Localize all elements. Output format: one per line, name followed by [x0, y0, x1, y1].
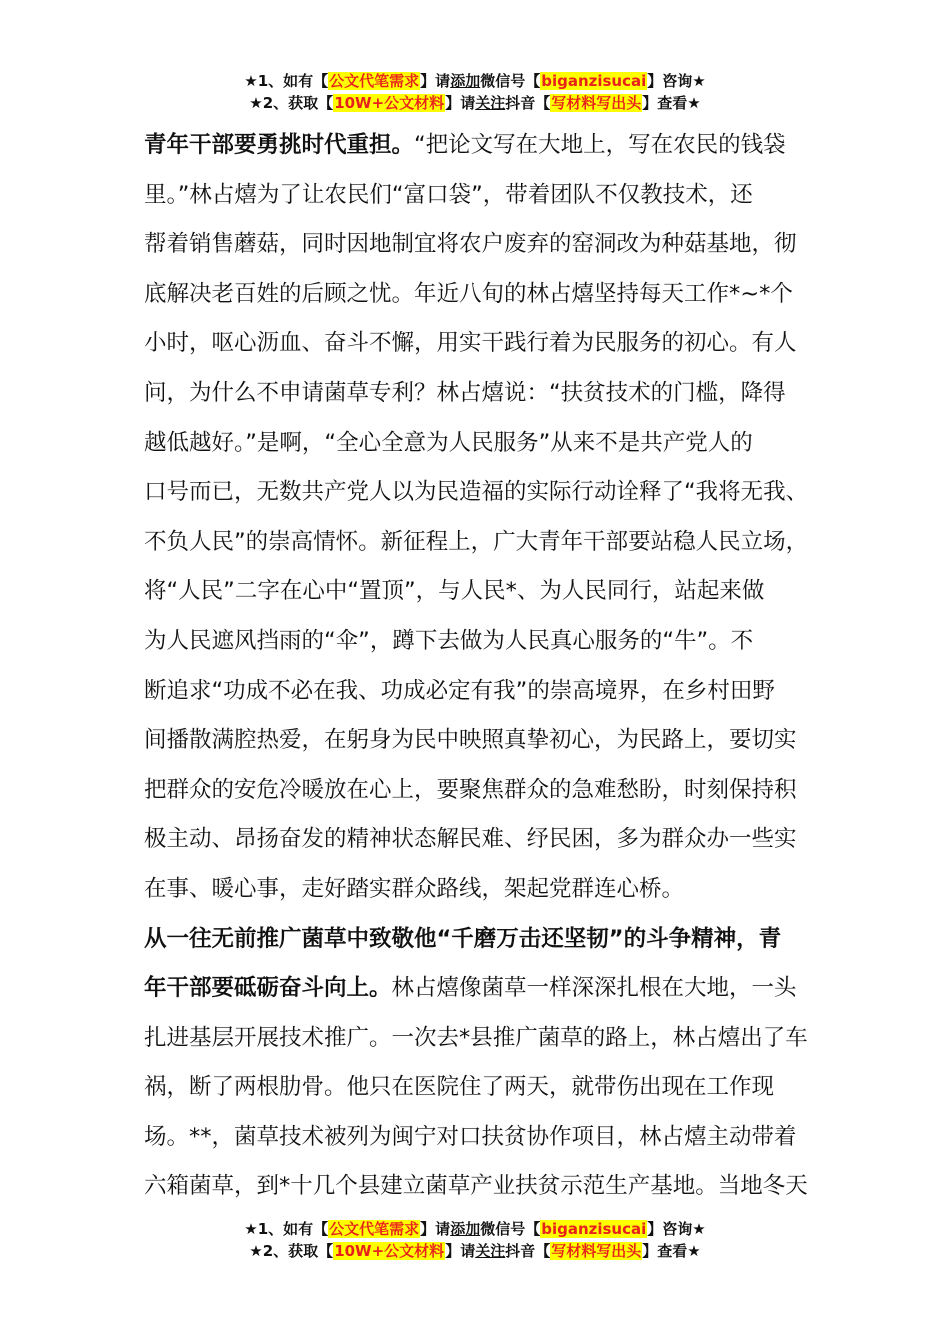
- douyin-account: 写材料写出头: [551, 1242, 642, 1260]
- bold-heading-text: 从一往无前推广菌草中致敬他“千磨万击还坚韧”的斗争精神，青: [144, 925, 782, 952]
- paragraph-text: 极主动、昂扬奋发的精神状态解民难、纾民困，多为群众办一些实: [144, 826, 797, 853]
- text-line: [144, 567, 834, 617]
- text-line: [144, 1113, 834, 1163]
- paragraph-text: 扎进基层开展技术推广。一次去*县推广菌草的路上，林占熺出了车: [144, 1024, 808, 1051]
- banner-text: ★1、如有【: [244, 1220, 329, 1238]
- banner-text: 】请: [420, 72, 451, 90]
- paragraph-text: “把论文写在大地上，写在农民的钱袋: [414, 132, 786, 158]
- underlined-text: 关注: [475, 1242, 506, 1260]
- underlined-text: 添加: [450, 1220, 481, 1238]
- douyin-account: 写材料写出头: [551, 94, 642, 112]
- paragraph-text: 间播散满腔热爱，在躬身为民中映照真挚初心，为民路上，要切实: [144, 727, 797, 754]
- wechat-id: biganzisucai: [541, 1220, 647, 1238]
- underlined-text: 关注: [475, 94, 506, 112]
- text-line: [144, 468, 834, 518]
- text-line: [144, 121, 834, 171]
- paragraph-text: 场。**，菌草技术被列为闽宁对口扶贫协作项目，林占熺主动带着: [144, 1123, 797, 1150]
- banner-text: 】查看★: [642, 1242, 701, 1260]
- text-line: [144, 1063, 834, 1113]
- paragraph-text: 断追求“功成不必在我、功成必定有我”的崇高境界，在乡村田野: [144, 677, 775, 704]
- text-line: [144, 1162, 834, 1212]
- banner-text: 抖音【: [505, 1242, 551, 1260]
- paragraph-text: 帮着销售蘑菇，同时因地制宜将农户废弃的窑洞改为种菇基地，彻: [144, 231, 797, 258]
- text-line: [144, 171, 834, 221]
- paragraph-text: 把群众的安危冷暖放在心上，要聚焦群众的急难愁盼，时刻保持积: [144, 776, 797, 803]
- text-line: [144, 617, 834, 667]
- highlight-text: 公文代笔需求: [329, 72, 420, 90]
- text-line: [144, 915, 834, 965]
- banner-text: ★2、获取【: [249, 1242, 334, 1260]
- wechat-id: biganzisucai: [541, 72, 647, 90]
- header-banner: [0, 70, 950, 114]
- paragraph-text: 问，为什么不申请菌草专利？林占熺说：“扶贫技术的门槛，降得: [144, 379, 786, 406]
- bold-heading-text: 青年干部要勇挑时代重担。: [144, 132, 415, 158]
- paragraph-text: 口号而已，无数共产党人以为民造福的实际行动诠释了“我将无我、: [144, 479, 809, 506]
- paragraph-text: 在事、暖心事，走好踏实群众路线，架起党群连心桥。: [144, 875, 685, 902]
- paragraph-text: 越低越好。”是啊，“全心全意为人民服务”从来不是共产党人的: [144, 429, 753, 456]
- banner-text: 微信号【: [480, 1220, 541, 1238]
- paragraph-text: 林占熺像菌草一样深深扎根在大地，一头: [391, 975, 797, 1002]
- text-line: [144, 518, 834, 568]
- banner-line-2: [0, 1240, 950, 1262]
- banner-text: ★2、获取【: [249, 94, 334, 112]
- document-body: [144, 121, 834, 1212]
- banner-text: 】咨询★: [647, 72, 706, 90]
- text-line: [144, 1014, 834, 1064]
- paragraph-text: 六箱菌草，到*十几个县建立菌草产业扶贫示范生产基地。当地冬天: [144, 1173, 808, 1200]
- banner-text: 】咨询★: [647, 1220, 706, 1238]
- bold-heading-text: 年干部要砥砺奋斗向上。: [144, 975, 392, 1002]
- paragraph-text: 小时，呕心沥血、奋斗不懈，用实干践行着为民服务的初心。有人: [144, 330, 797, 357]
- banner-text: 】请: [420, 1220, 451, 1238]
- text-line: [144, 419, 834, 469]
- banner-line-1: [0, 1218, 950, 1240]
- banner-text: 】请: [445, 94, 476, 112]
- banner-line-1: [0, 70, 950, 92]
- paragraph-text: 不负人民”的崇高情怀。新征程上，广大青年干部要站稳人民立场，: [144, 528, 809, 555]
- banner-text: 】查看★: [642, 94, 701, 112]
- banner-line-2: [0, 92, 950, 114]
- banner-text: 抖音【: [505, 94, 551, 112]
- text-line: [144, 766, 834, 816]
- footer-banner: [0, 1218, 950, 1262]
- paragraph-text: 为人民遮风挡雨的“伞”，蹲下去做为人民真心服务的“牛”。不: [144, 627, 754, 654]
- text-line: [144, 716, 834, 766]
- paragraph-text: 将“人民”二字在心中“置顶”，与人民*、为人民同行，站起来做: [144, 578, 765, 605]
- paragraph-text: 底解决老百姓的后顾之忧。年近八旬的林占熺坚持每天工作*~*个: [144, 280, 793, 307]
- text-line: [144, 815, 834, 865]
- text-line: [144, 964, 834, 1014]
- banner-text: ★1、如有【: [244, 72, 329, 90]
- banner-text: 微信号【: [480, 72, 541, 90]
- text-line: [144, 369, 834, 419]
- paragraph-text: 祸，断了两根肋骨。他只在医院住了两天，就带伤出现在工作现: [144, 1074, 775, 1101]
- banner-text: 】请: [445, 1242, 476, 1260]
- text-line: [144, 667, 834, 717]
- highlight-text: 公文代笔需求: [329, 1220, 420, 1238]
- text-line: [144, 220, 834, 270]
- underlined-text: 添加: [450, 72, 481, 90]
- text-line: [144, 865, 834, 915]
- highlight-text: 10W+公文材料: [334, 1242, 445, 1260]
- paragraph-text: 里。”林占熺为了让农民们“富口袋”，带着团队不仅教技术，还: [144, 181, 753, 208]
- text-line: [144, 319, 834, 369]
- highlight-text: 10W+公文材料: [334, 94, 445, 112]
- text-line: [144, 270, 834, 320]
